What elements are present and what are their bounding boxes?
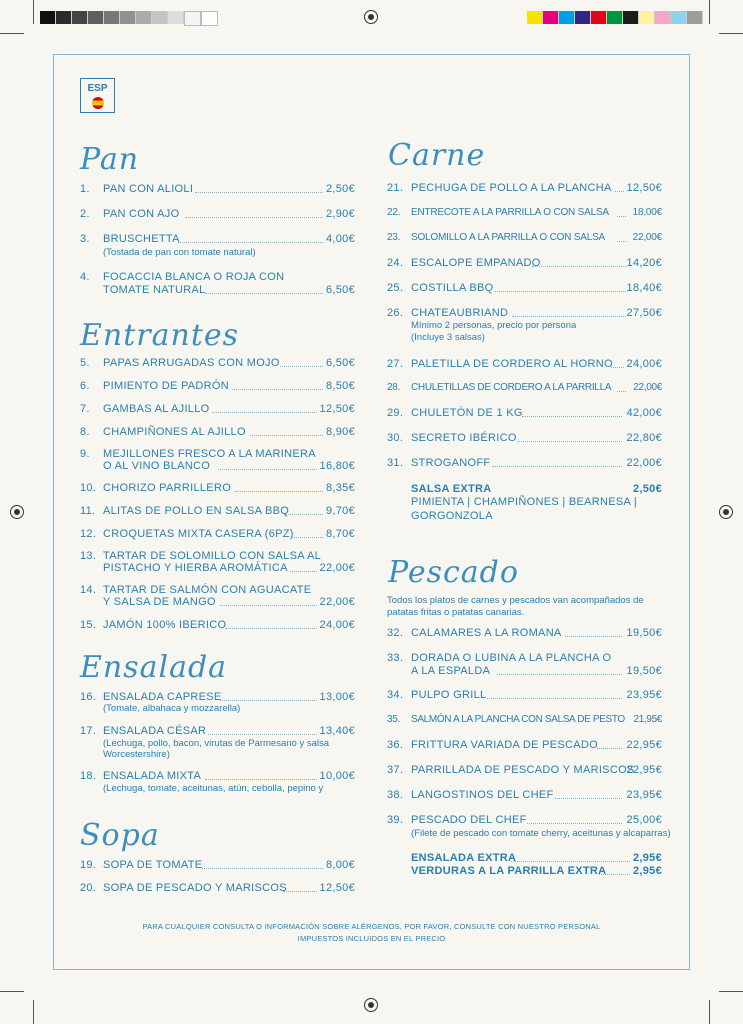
grayscale-bar (40, 11, 218, 24)
item-price: 16,80€ (319, 460, 355, 472)
menu-item (80, 619, 355, 631)
item-name: MEJILLONES FRESCO A LA MARINERA (103, 448, 316, 460)
menu-item (80, 691, 355, 703)
item-number: 20. (80, 882, 97, 894)
registration-mark-top (364, 10, 378, 24)
menu-item (387, 182, 662, 194)
item-name: CROQUETAS MIXTA CASERA (6PZ) (103, 528, 294, 540)
item-name: CHATEAUBRIAND (411, 307, 509, 319)
item-number: 30. (387, 432, 404, 444)
item-number: 13. (80, 550, 97, 562)
item-price: 8,00€ (325, 859, 355, 871)
menu-item-line2 (80, 596, 355, 608)
leader-dots (292, 537, 323, 538)
item-name: SOPA DE PESCADO Y MARISCOS (103, 882, 287, 894)
item-name: ENSALADA MIXTA (103, 770, 202, 782)
item-name: GAMBAS AL AJILLO (103, 403, 210, 415)
menu-item (387, 789, 662, 801)
menu-item (80, 550, 355, 562)
item-name: ENSALADA CAPRESE (103, 691, 222, 703)
pescado-note-line: patatas fritas o patatas canarias. (387, 607, 525, 618)
item-number: 1. (80, 183, 90, 195)
leader-dots (232, 389, 323, 390)
item-price: 23,95€ (626, 689, 662, 701)
item-number: 33. (387, 652, 404, 664)
item-name: CHAMPIÑONES AL AJILLO (103, 426, 246, 438)
item-price: 23,95€ (626, 789, 662, 801)
item-number: 19. (80, 859, 97, 871)
pescado-note-line: Todos los platos de carnes y pescados van acompañados de (387, 595, 644, 606)
item-price: 22,95€ (626, 764, 662, 776)
menu-item (387, 457, 662, 469)
menu-item (387, 207, 662, 219)
leader-dots (511, 861, 630, 862)
item-name: CHORIZO PARRILLERO (103, 482, 232, 494)
item-description: (Tomate, albahaca y mozzarella) (103, 703, 241, 714)
leader-dots (280, 366, 323, 367)
item-number: 27. (387, 358, 404, 370)
item-price: 12,50€ (319, 403, 355, 415)
menu-item (80, 380, 355, 392)
section-title-pan: Pan (80, 142, 140, 177)
leader-dots (532, 266, 626, 267)
item-number: 3. (80, 233, 90, 245)
extra-item (387, 483, 662, 495)
registration-mark-right (719, 505, 733, 519)
leader-dots (565, 636, 622, 637)
leader-dots (250, 435, 323, 436)
item-price: 9,70€ (325, 505, 355, 517)
registration-mark-bottom (364, 998, 378, 1012)
crop-mark (0, 33, 24, 34)
item-number: 2. (80, 208, 90, 220)
item-number: 16. (80, 691, 97, 703)
item-price: 18,00€ (632, 207, 662, 218)
item-name: PAN CON AJO (103, 208, 180, 220)
menu-item (387, 714, 662, 726)
color-bar (527, 11, 703, 24)
item-description-continued: Worcestershire) (103, 749, 170, 760)
leader-dots (527, 823, 622, 824)
item-name-continued: O AL VINO BLANCO (103, 460, 211, 472)
item-name: STROGANOFF (411, 457, 491, 469)
leader-dots (599, 874, 630, 875)
item-name: CALAMARES A LA ROMANA (411, 627, 562, 639)
leader-dots (225, 628, 317, 629)
item-number: 8. (80, 426, 90, 438)
item-name: TARTAR DE SALMÓN CON AGUACATE (103, 584, 312, 596)
leader-dots (617, 391, 626, 392)
item-price: 13,00€ (319, 691, 355, 703)
menu-item (80, 271, 355, 283)
item-price: 12,50€ (319, 882, 355, 894)
menu-item (80, 482, 355, 494)
extra-item (387, 865, 662, 877)
item-name: BRUSCHETTA (103, 233, 180, 245)
registration-mark-left (10, 505, 24, 519)
leader-dots (202, 868, 323, 869)
item-price: 22,00€ (319, 562, 355, 574)
item-number: 6. (80, 380, 90, 392)
item-price: 13,40€ (319, 725, 355, 737)
item-number: 9. (80, 448, 90, 460)
item-price: 8,70€ (325, 528, 355, 540)
crop-mark (33, 0, 34, 24)
leader-dots (185, 217, 323, 218)
item-price: 8,35€ (325, 482, 355, 494)
item-price: 22,80€ (626, 432, 662, 444)
item-number: 14. (80, 584, 97, 596)
item-name-continued: Y SALSA DE MANGO (103, 596, 216, 608)
crop-mark (33, 1000, 34, 1024)
menu-item (80, 426, 355, 438)
item-price: 22,95€ (626, 739, 662, 751)
item-number: 24. (387, 257, 404, 269)
item-number: 22. (387, 207, 401, 218)
item-name-continued: PISTACHO Y HIERBA AROMÁTICA (103, 562, 288, 574)
leader-dots (487, 698, 622, 699)
item-number: 10. (80, 482, 97, 494)
item-description: (Lechuga, tomate, aceitunas, atún, cebolla, pepino y (103, 783, 324, 794)
item-number: 17. (80, 725, 97, 737)
extra-price: 2,95€ (632, 852, 662, 864)
item-name: CHULETÓN DE 1 KG (411, 407, 523, 419)
item-number: 23. (387, 232, 401, 243)
menu-item (80, 357, 355, 369)
leader-dots (617, 241, 626, 242)
leader-dots (235, 491, 323, 492)
item-description: Mínimo 2 personas, precio por persona (411, 320, 577, 331)
item-price: 8,50€ (325, 380, 355, 392)
item-name: FOCACCIA BLANCA O ROJA CON (103, 271, 285, 283)
item-name: DORADA O LUBINA A LA PLANCHA O (411, 652, 612, 664)
item-name-continued: A LA ESPALDA (411, 665, 491, 677)
menu-item-line2 (80, 562, 355, 574)
item-name: ALITAS DE POLLO EN SALSA BBQ (103, 505, 290, 517)
item-number: 11. (80, 505, 96, 517)
item-name: PIMIENTO DE PADRÓN (103, 380, 230, 392)
menu-item (80, 882, 355, 894)
menu-item (80, 859, 355, 871)
item-price: 6,50€ (325, 284, 355, 296)
item-name: PALETILLA DE CORDERO AL HORNO (411, 358, 613, 370)
item-price: 21,95€ (633, 714, 662, 725)
crop-mark (719, 33, 743, 34)
leader-dots (492, 466, 622, 467)
leader-dots (212, 412, 317, 413)
item-price: 27,50€ (626, 307, 662, 319)
extra-name: ENSALADA EXTRA (411, 852, 517, 864)
item-price: 25,00€ (626, 814, 662, 826)
menu-item-line2 (387, 665, 662, 677)
menu-item-line2 (80, 284, 355, 296)
item-price: 22,00€ (319, 596, 355, 608)
item-price: 12,50€ (626, 182, 662, 194)
item-name: PULPO GRILL (411, 689, 487, 701)
menu-item (387, 739, 662, 751)
item-name: PAN CON ALIOLI (103, 183, 194, 195)
crop-mark (709, 1000, 710, 1024)
item-number: 36. (387, 739, 404, 751)
item-price: 42,00€ (626, 407, 662, 419)
menu-item (387, 358, 662, 370)
menu-item (80, 505, 355, 517)
menu-item (387, 232, 662, 244)
item-price: 2,50€ (325, 183, 355, 195)
leader-dots (617, 216, 626, 217)
menu-item (80, 528, 355, 540)
leader-dots (555, 798, 622, 799)
language-badge[interactable] (80, 78, 115, 113)
item-name-continued: TOMATE NATURAL (103, 284, 206, 296)
item-number: 28. (387, 382, 401, 393)
item-number: 18. (80, 770, 97, 782)
leader-dots (220, 700, 317, 701)
section-title-pescado: Pescado (388, 555, 519, 590)
leader-dots (497, 674, 622, 675)
section-title-ensalada: Ensalada (80, 650, 228, 685)
extra-price: 2,50€ (632, 483, 662, 495)
leader-dots (218, 469, 317, 470)
menu-item (80, 448, 355, 460)
extra-options (387, 496, 662, 508)
item-number: 21. (387, 182, 404, 194)
menu-item (80, 725, 355, 737)
menu-item (387, 764, 662, 776)
leader-dots (205, 293, 323, 294)
item-number: 31. (387, 457, 404, 469)
leader-dots (611, 367, 624, 368)
item-number: 4. (80, 271, 90, 283)
item-name: COSTILLA BBQ (411, 282, 494, 294)
item-number: 34. (387, 689, 404, 701)
item-number: 32. (387, 627, 404, 639)
item-name: JAMÓN 100% IBERICO (103, 619, 227, 631)
item-number: 7. (80, 403, 90, 415)
item-description: (Lechuga, pollo, bacon, virutas de Parmesano y salsa (103, 738, 330, 749)
item-price: 2,90€ (325, 208, 355, 220)
extra-price: 2,95€ (632, 865, 662, 877)
item-name: TARTAR DE SOLOMILLO CON SALSA AL (103, 550, 322, 562)
item-number: 35. (387, 714, 400, 725)
crop-mark (0, 991, 24, 992)
item-name: LANGOSTINOS DEL CHEF (411, 789, 554, 801)
item-name: SALMÓN A LA PLANCHA CON SALSA DE PESTO (411, 714, 625, 725)
menu-item (80, 584, 355, 596)
item-name: PARRILLADA DE PESCADO Y MARISCOS (411, 764, 635, 776)
item-price: 19,50€ (626, 627, 662, 639)
menu-item (387, 814, 662, 826)
item-number: 38. (387, 789, 404, 801)
extra-item (387, 852, 662, 864)
extra-name: VERDURAS A LA PARRILLA EXTRA (411, 865, 607, 877)
item-name: ENTRECOTE A LA PARRILLA O CON SALSA (411, 207, 609, 218)
item-name: ESCALOPE EMPANADO (411, 257, 541, 269)
item-number: 39. (387, 814, 404, 826)
leader-dots (205, 779, 317, 780)
item-number: 12. (80, 528, 97, 540)
item-price: 22,00€ (632, 232, 662, 243)
item-price: 14,20€ (626, 257, 662, 269)
leader-dots (195, 192, 323, 193)
item-number: 25. (387, 282, 404, 294)
leader-dots (495, 291, 626, 292)
item-name: ENSALADA CÉSAR (103, 725, 207, 737)
menu-item (80, 233, 355, 245)
section-title-carne: Carne (388, 138, 486, 173)
item-name: PECHUGA DE POLLO A LA PLANCHA (411, 182, 612, 194)
item-name: PESCADO DEL CHEF (411, 814, 527, 826)
extra-options-continued (387, 510, 662, 522)
section-title-sopa: Sopa (80, 818, 160, 853)
item-price: 24,00€ (626, 358, 662, 370)
crop-mark (719, 991, 743, 992)
item-number: 26. (387, 307, 404, 319)
item-number: 29. (387, 407, 404, 419)
pescado-note (387, 595, 644, 619)
extra-options-text: PIMIENTA | CHAMPIÑONES | BEARNESA | (411, 496, 638, 508)
menu-item (387, 307, 662, 319)
item-name: CHULETILLAS DE CORDERO A LA PARRILLA (411, 382, 612, 393)
menu-item (80, 208, 355, 220)
extra-name: SALSA EXTRA (411, 483, 492, 495)
leader-dots (285, 514, 323, 515)
leader-dots (283, 891, 317, 892)
item-description: (Tostada de pan con tomate natural) (103, 247, 256, 258)
item-price: 8,90€ (325, 426, 355, 438)
menu-item (387, 282, 662, 294)
item-name: PAPAS ARRUGADAS CON MOJO (103, 357, 280, 369)
item-price: 19,50€ (626, 665, 662, 677)
leader-dots (512, 316, 626, 317)
extra-options-text: GORGONZOLA (411, 510, 493, 522)
crop-mark (709, 0, 710, 24)
leader-dots (615, 191, 624, 192)
item-number: 37. (387, 764, 404, 776)
spain-flag-icon (92, 97, 104, 109)
leader-dots (178, 242, 323, 243)
item-name: SOLOMILLO A LA PARRILLA O CON SALSA (411, 232, 606, 243)
item-description: (Filete de pescado con tomate cherry, aceitunas y alcaparras) (411, 828, 671, 839)
item-price: 6,50€ (325, 357, 355, 369)
item-name: SECRETO IBÉRICO (411, 432, 517, 444)
allergen-notice: PARA CUALQUIER CONSULTA O INFORMACIÓN SOBRE ALÉRGENOS, POR FAVOR, CONSULTE CON NUESTRO PERSONAL (142, 922, 601, 931)
item-price: 22,00€ (633, 382, 662, 393)
menu-item (387, 432, 662, 444)
section-title-entrantes: Entrantes (80, 318, 240, 353)
item-price: 4,00€ (325, 233, 355, 245)
item-number: 15. (80, 619, 97, 631)
item-price: 10,00€ (319, 770, 355, 782)
menu-item (80, 183, 355, 195)
leader-dots (597, 748, 622, 749)
menu-item (387, 257, 662, 269)
menu-item (387, 652, 662, 664)
tax-notice: IMPUESTOS INCLUIDOS EN EL PRECIO (297, 934, 446, 943)
menu-item-line2 (80, 460, 355, 472)
item-price: 24,00€ (319, 619, 355, 631)
menu-item (80, 770, 355, 782)
menu-item (387, 407, 662, 419)
leader-dots (517, 441, 622, 442)
menu-item (387, 382, 662, 394)
item-price: 18,40€ (626, 282, 662, 294)
item-price: 22,00€ (626, 457, 662, 469)
item-name: FRITTURA VARIADA DE PESCADO (411, 739, 598, 751)
item-description-continued: (Incluye 3 salsas) (411, 332, 485, 343)
item-name: SOPA DE TOMATE (103, 859, 203, 871)
leader-dots (208, 734, 317, 735)
menu-item (80, 403, 355, 415)
menu-item (387, 627, 662, 639)
menu-item (387, 689, 662, 701)
leader-dots (522, 416, 622, 417)
leader-dots (290, 571, 317, 572)
language-label: ESP (87, 83, 108, 94)
leader-dots (220, 605, 317, 606)
item-number: 5. (80, 357, 90, 369)
